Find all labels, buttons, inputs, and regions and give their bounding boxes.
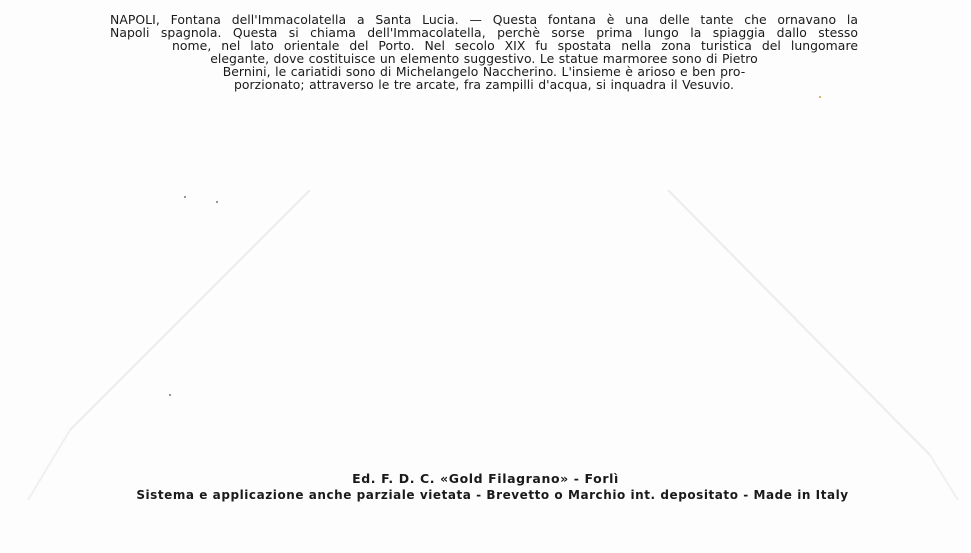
paper-speck [216,201,218,203]
description-line: Bernini, le cariatidi sono di Michelangelo Naccherino. L'insieme è arioso e ben pro- [222,63,746,79]
description-line: porzionato; attraverso le tre arcate, fra zampilli d'acqua, si inquadra il Vesuvio. [233,76,735,92]
stamp-description [110,14,858,91]
paper-speck [169,394,171,396]
description-line: nome, nel lato orientale del Porto. Nel secolo XIX fu spostata nella zona turistica del lungomare [172,37,858,53]
paper-speck [184,196,186,198]
description-line: elegante, dove costituisce un elemento suggestivo. Le statue marmoree sono di Pietro [210,50,758,66]
publisher-line: Ed. F. D. C. «Gold Filagrano» - Forlì [352,471,619,486]
description-line: NAPOLI, Fontana dell'Immacolatella a Santa Lucia. — Questa fontana è una delle tante che ornavano la [110,12,858,27]
paper-speck [819,96,821,98]
legal-notice: Sistema e applicazione anche parziale vietata - Brevetto o Marchio int. depositato - Made in Italy [136,488,849,502]
description-line: Napoli spagnola. Questa si chiama dell'Immacolatella, perchè sorse prima lungo la spiaggia dallo stesso [110,24,858,40]
